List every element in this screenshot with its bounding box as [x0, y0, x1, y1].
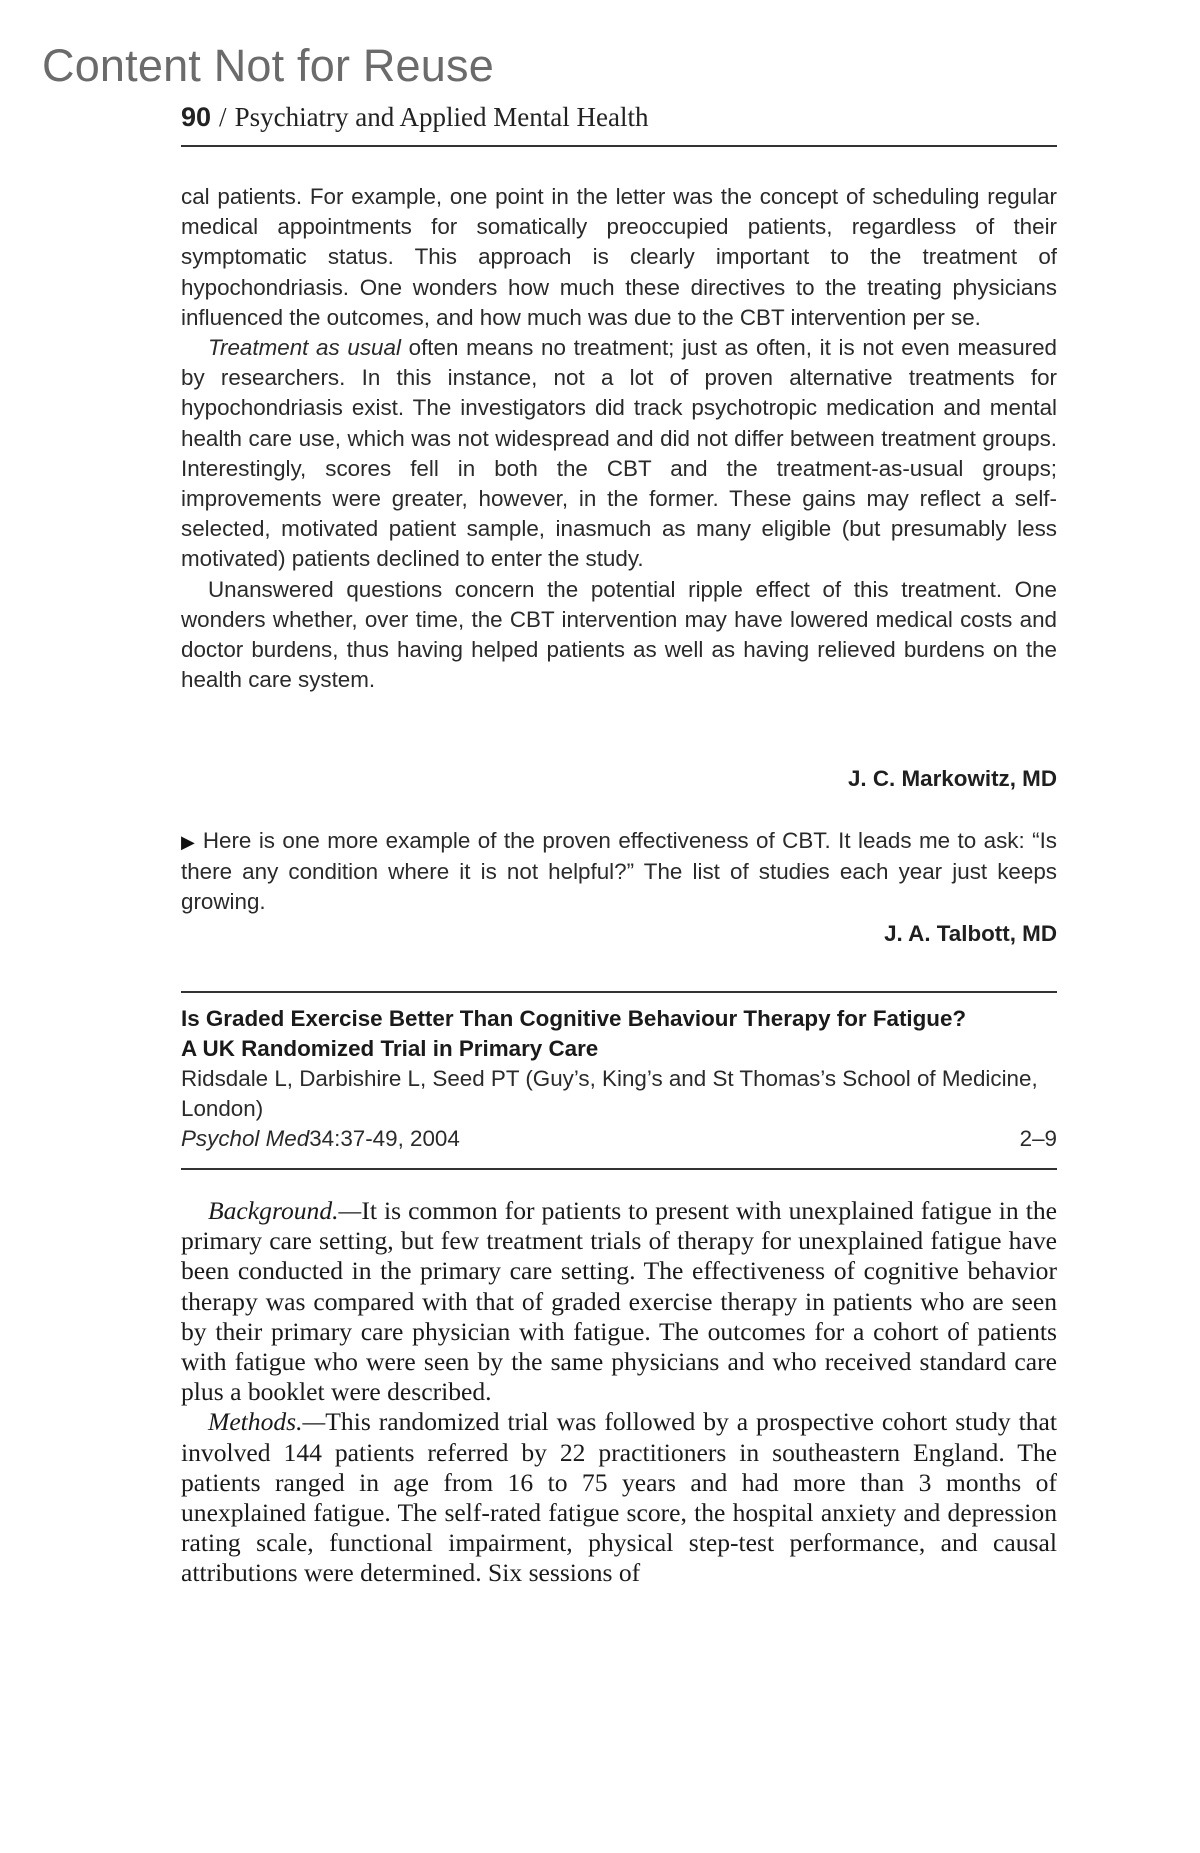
journal-name: Psychol Med	[181, 1126, 310, 1151]
commentary-markowitz	[181, 182, 1057, 695]
running-head	[181, 102, 1057, 133]
italic-lead: Treatment as usual	[208, 335, 401, 361]
section-text: This randomized trial was followed by a prospective cohort study that involved 144 patients referred by 22 practitioners in southeastern England. The patients ranged in age from 16 to 75 years and had more than 3 months of unexplained fatigue. The self-rated fatigue score, the hospital anxiety and depression rating scale, functional impairment, physical step-test performance, and causal attributions were determined. Six sessions of	[181, 1407, 1057, 1588]
reference-code: 2–9	[1019, 1126, 1057, 1151]
section-text: It is common for patients to present with unexplained fatigue in the primary care setting, but few treatment trials of therapy for unexplained fatigue have been conducted in the primary care setting. The effectiveness of cognitive behavior therapy was compared with that of graded exercise therapy in patients who are seen by their primary care physician with fatigue. The outcomes for a cohort of patients with fatigue who were seen by the same physicians and who received standard care plus a booklet were described.	[181, 1196, 1057, 1407]
article-header	[181, 1004, 1057, 1154]
signature-markowitz: J. C. Markowitz, MD	[847, 766, 1057, 791]
commentary-paragraph: cal patients. For example, one point in the letter was the concept of scheduling regular medical appointments for somatically preoccupied patients, regardless of their symptomatic status. This approach is clearly important to the treatment of hypochondriasis. One wonders how much these directives to the treating physicians influenced the outcomes, and how much was due to the CBT intervention per se.	[181, 184, 1057, 330]
triangle-bullet-icon: ▶	[181, 832, 195, 852]
watermark: Content Not for Reuse	[42, 40, 494, 91]
citation-text	[181, 1124, 460, 1154]
article-title	[181, 1004, 1057, 1064]
paragraph-text: Here is one more example of the proven effectiveness of CBT. It leads me to ask: “Is there any condition where it is not helpful?” The list of studies each year just keeps growing.	[181, 828, 1057, 915]
paragraph-text: often means no treatment; just as often, it is not even measured by researchers. In this instance, not a lot of proven alternative treatments for hypochondriasis exist. The investigators did track psychotropic medication and mental health care use, which was not widespread and did not differ between treatment groups. Interestingly, scores fell in both the CBT and the treatment-as-usual groups; improvements were greater, however, in the former. These gains may reflect a self-selected, motivated patient sample, inasmuch as many eligible (but presumably less motivated) patients declined to enter the study.	[181, 335, 1058, 572]
commentary-paragraph	[181, 826, 1057, 918]
volume-pages-year: 34:37-49, 2004	[309, 1126, 460, 1151]
article-bottom-rule	[181, 1168, 1057, 1170]
article-citation	[181, 1124, 1057, 1154]
section-label: Methods.—	[208, 1407, 326, 1437]
abstract-background	[181, 1196, 1057, 1407]
page-number: 90	[181, 102, 212, 132]
commentary-paragraph	[181, 333, 1057, 575]
abstract-methods	[181, 1407, 1057, 1588]
publication-title: Psychiatry and Applied Mental Health	[234, 102, 649, 132]
commentary-talbott	[181, 826, 1057, 918]
abstract	[181, 1196, 1057, 1589]
article-title-line: Is Graded Exercise Better Than Cognitive Behaviour Therapy for Fatigue?	[181, 1006, 967, 1031]
article-top-rule	[181, 991, 1057, 993]
section-label: Background.—	[208, 1196, 362, 1225]
header-rule	[181, 145, 1057, 147]
article-authors: Ridsdale L, Darbishire L, Seed PT (Guy’s, King’s and St Thomas’s School of Medicine, London)	[181, 1066, 1038, 1121]
signature-talbott: J. A. Talbott, MD	[884, 921, 1057, 946]
running-head-separator: /	[219, 102, 227, 132]
commentary-paragraph: Unanswered questions concern the potential ripple effect of this treatment. One wonders whether, over time, the CBT intervention may have lowered medical costs and doctor burdens, thus having helped patients as well as having relieved burdens on the health care system.	[181, 576, 1057, 693]
article-title-line: A UK Randomized Trial in Primary Care	[181, 1036, 599, 1061]
